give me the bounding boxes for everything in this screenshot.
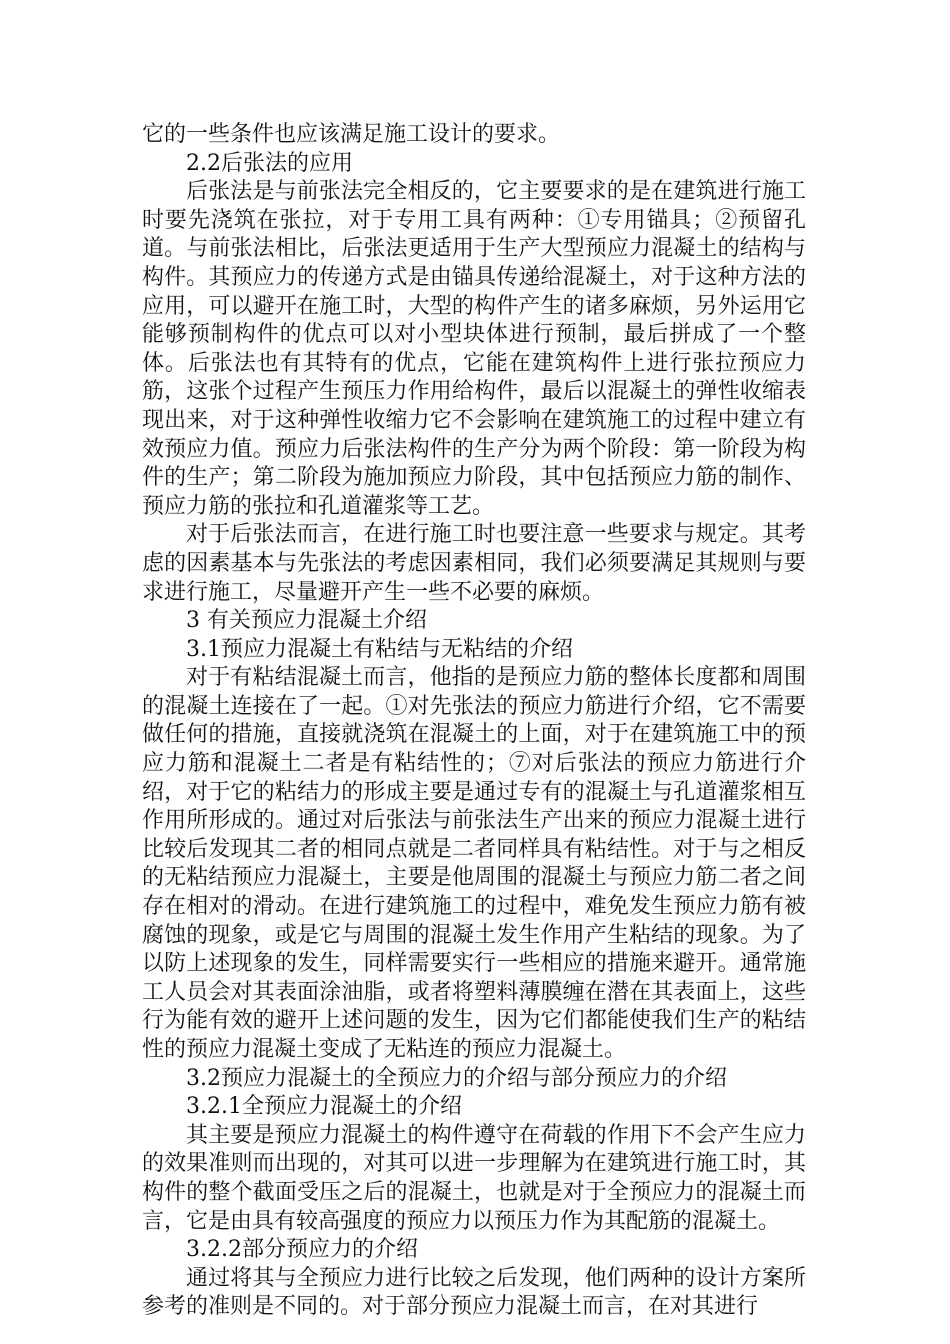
paragraph-bonded-unbonded: 对于有粘结混凝土而言，他指的是预应力筋的整体长度都和周围的混凝土连接在了一起。①对先张法的预应力筋进行介绍，它不需要做任何的措施，直接就浇筑在混凝土的上面，对于在建筑施工中的预应力筋和混凝土二者是有粘结性的；⑦对后张法的预应力筋进行介绍，对于它的粘结力的形成主要是通过专有的混凝土与孔道灌浆相互作用所形成的。通过对后张法与前张法生产出来的预应力混凝土进行比较后发现其二者的相同点就是二者同样具有粘结性。对于与之相反的无粘结预应力混凝土，主要是他周围的混凝土与预应力筋二者之间存在相对的滑动。在进行建筑施工的过程中，难免发生预应力筋有被腐蚀的现象，或是它与周围的混凝土发生作用产生粘结的现象。为了以防上述现象的发生，同样需要实行一些相应的措施来避开。通常施工人员会对其表面涂油脂，或者将塑料薄膜缠在潜在其表面上，这些行为能有效的避开上述问题的发生，因为它们都能使我们生产的粘结性的预应力混凝土变成了无粘连的预应力混凝土。 (142, 665, 806, 1062)
paragraph-full-prestress: 其主要是预应力混凝土的构件遵守在荷载的作用下不会产生应力的效果准则而出现的，对其可以进一步理解为在建筑进行施工时，其构件的整个截面受压之后的混凝土，也就是对于全预应力的混凝土而言，它是由具有较高强度的预应力以预压力作为其配筋的混凝土。 (142, 1122, 806, 1234)
section-heading-3-2-2: 3.2.2部分预应力的介绍 (186, 1237, 418, 1263)
section-heading-2-2: 2.2后张法的应用 (186, 150, 353, 176)
paragraph-continuation: 它的一些条件也应该满足施工设计的要求。 (142, 122, 561, 147)
section-heading-3-2-1: 3.2.1全预应力混凝土的介绍 (186, 1094, 462, 1120)
section-heading-3-1: 3.1预应力混凝土有粘结与无粘结的介绍 (186, 636, 573, 662)
section-heading-3: 3 有关预应力混凝土介绍 (186, 608, 427, 634)
paragraph-post-tensioning: 后张法是与前张法完全相反的，它主要要求的是在建筑进行施工时要先浇筑在张拉，对于专用工具有两种：①专用锚具；②预留孔道。与前张法相比，后张法更适用于生产大型预应力混凝土的结构与构件。其预应力的传递方式是由锚具传递给混凝土，对于这种方法的应用，可以避开在施工时，大型的构件产生的诸多麻烦，另外运用它能够预制构件的优点可以对小型块体进行预制，最后拼成了一个整体。后张法也有其特有的优点，它能在建筑构件上进行张拉预应力筋，这张个过程产生预压力作用给构件，最后以混凝土的弹性收缩表现出来，对于这种弹性收缩力它不会影响在建筑施工的过程中建立有效预应力值。预应力后张法构件的生产分为两个阶段：第一阶段为构件的生产；第二阶段为施加预应力阶段，其中包括预应力筋的制作、预应力筋的张拉和孔道灌浆等工艺。 (142, 179, 806, 519)
paragraph-post-tensioning-requirements: 对于后张法而言，在进行施工时也要注意一些要求与规定。其考虑的因素基本与先张法的考虑因素相同，我们必须要满足其规则与要求进行施工，尽量避开产生一些不必要的麻烦。 (142, 522, 806, 605)
paragraph-partial-prestress: 通过将其与全预应力进行比较之后发现，他们两种的设计方案所参考的准则是不同的。对于部分预应力混凝土而言，在对其进行 (142, 1265, 806, 1320)
section-heading-3-2: 3.2预应力混凝土的全预应力的介绍与部分预应力的介绍 (186, 1065, 727, 1091)
document-body (142, 121, 806, 1322)
